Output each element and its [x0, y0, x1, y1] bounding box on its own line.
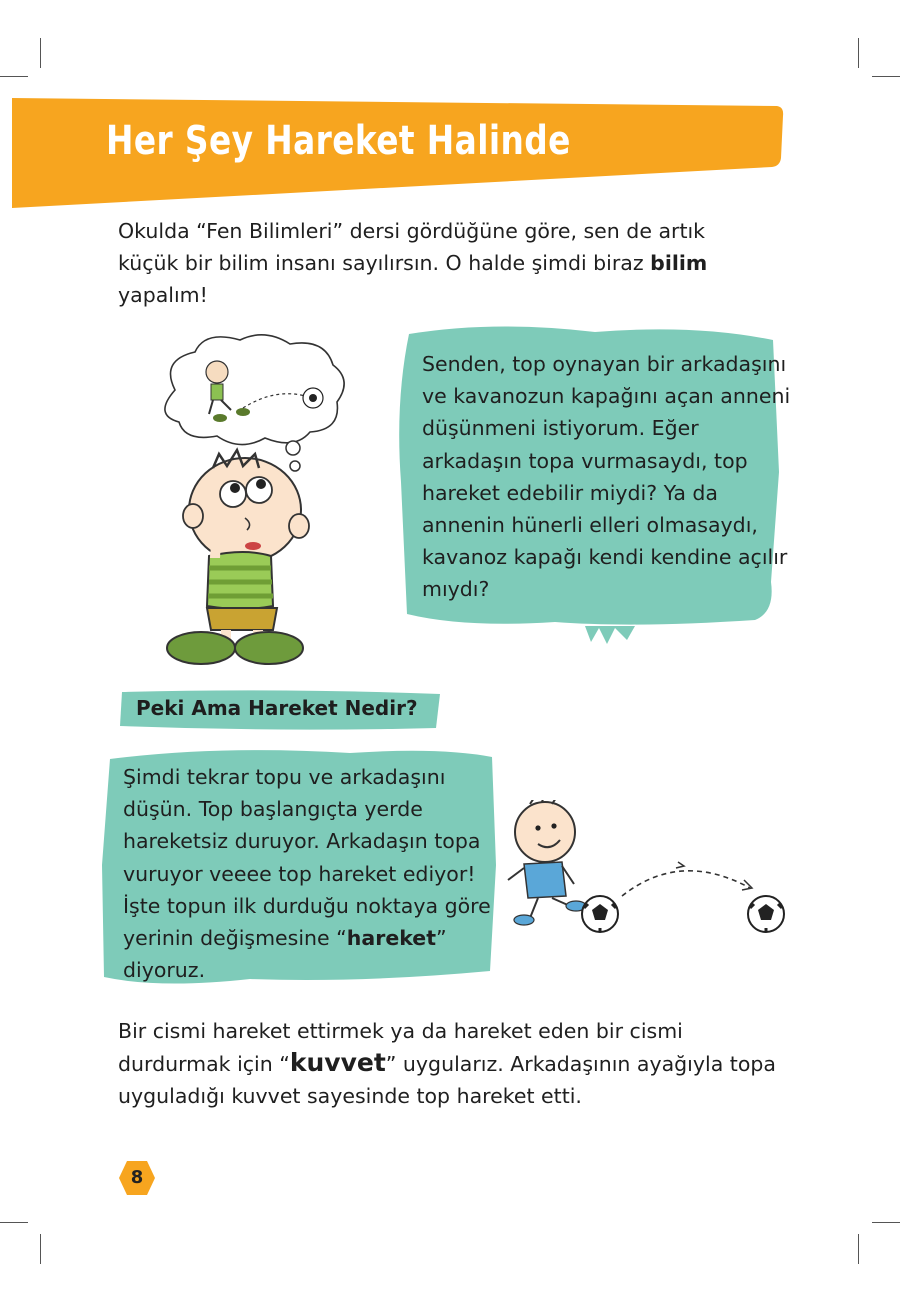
definition-text: Şimdi tekrar topu ve arkadaşını düşün. Top başlangıçta yerde hareketsiz duruyor. Arkadaşın topa vuruyor veeee top hareket ediyor! İşte topun ilk durduğu noktaya göre yerinin değişmesine “hareket” diyoruz. [123, 765, 491, 983]
crop-mark [40, 1234, 41, 1264]
crop-mark [0, 1222, 28, 1223]
intro-paragraph: Okulda “Fen Bilimleri” dersi gördüğüne göre, sen de artık küçük bir bilim insanı sayılırsın. O halde şimdi biraz bilim yapalım! [118, 219, 708, 307]
page-number: 8 [130, 1167, 144, 1188]
speech-bubble-text: Senden, top oynayan bir arkadaşını ve kavanozun kapağını açan anneni düşünmeni istiyorum. Eğer arkadaşın topa vurmasaydı, top hareket edebilir miydi? Ya da annenin hünerli elleri olmasaydı, kavanoz kapağı kendi kendine açılır mıydı? [422, 352, 791, 602]
closing-paragraph: Bir cismi hareket ettirmek ya da hareket eden bir cismi durdurmak için “kuvvet” uygularız. Arkadaşının ayağıyla topa uyguladığı kuvvet sayesinde top hareket etti. [118, 1019, 776, 1108]
crop-mark [0, 76, 28, 77]
crop-mark [872, 1222, 900, 1223]
soccer-ball-icon [748, 896, 784, 932]
crop-mark [40, 38, 41, 68]
thinking-boy-illustration [145, 330, 355, 670]
page-title: Her Şey Hareket Halinde [106, 118, 571, 164]
crop-mark [858, 38, 859, 68]
kicking-kid-illustration [500, 800, 800, 940]
page-number-badge [118, 1160, 156, 1196]
soccer-ball-icon [582, 896, 618, 932]
crop-mark [872, 76, 900, 77]
crop-mark [858, 1234, 859, 1264]
section-heading: Peki Ama Hareket Nedir? [136, 696, 418, 720]
